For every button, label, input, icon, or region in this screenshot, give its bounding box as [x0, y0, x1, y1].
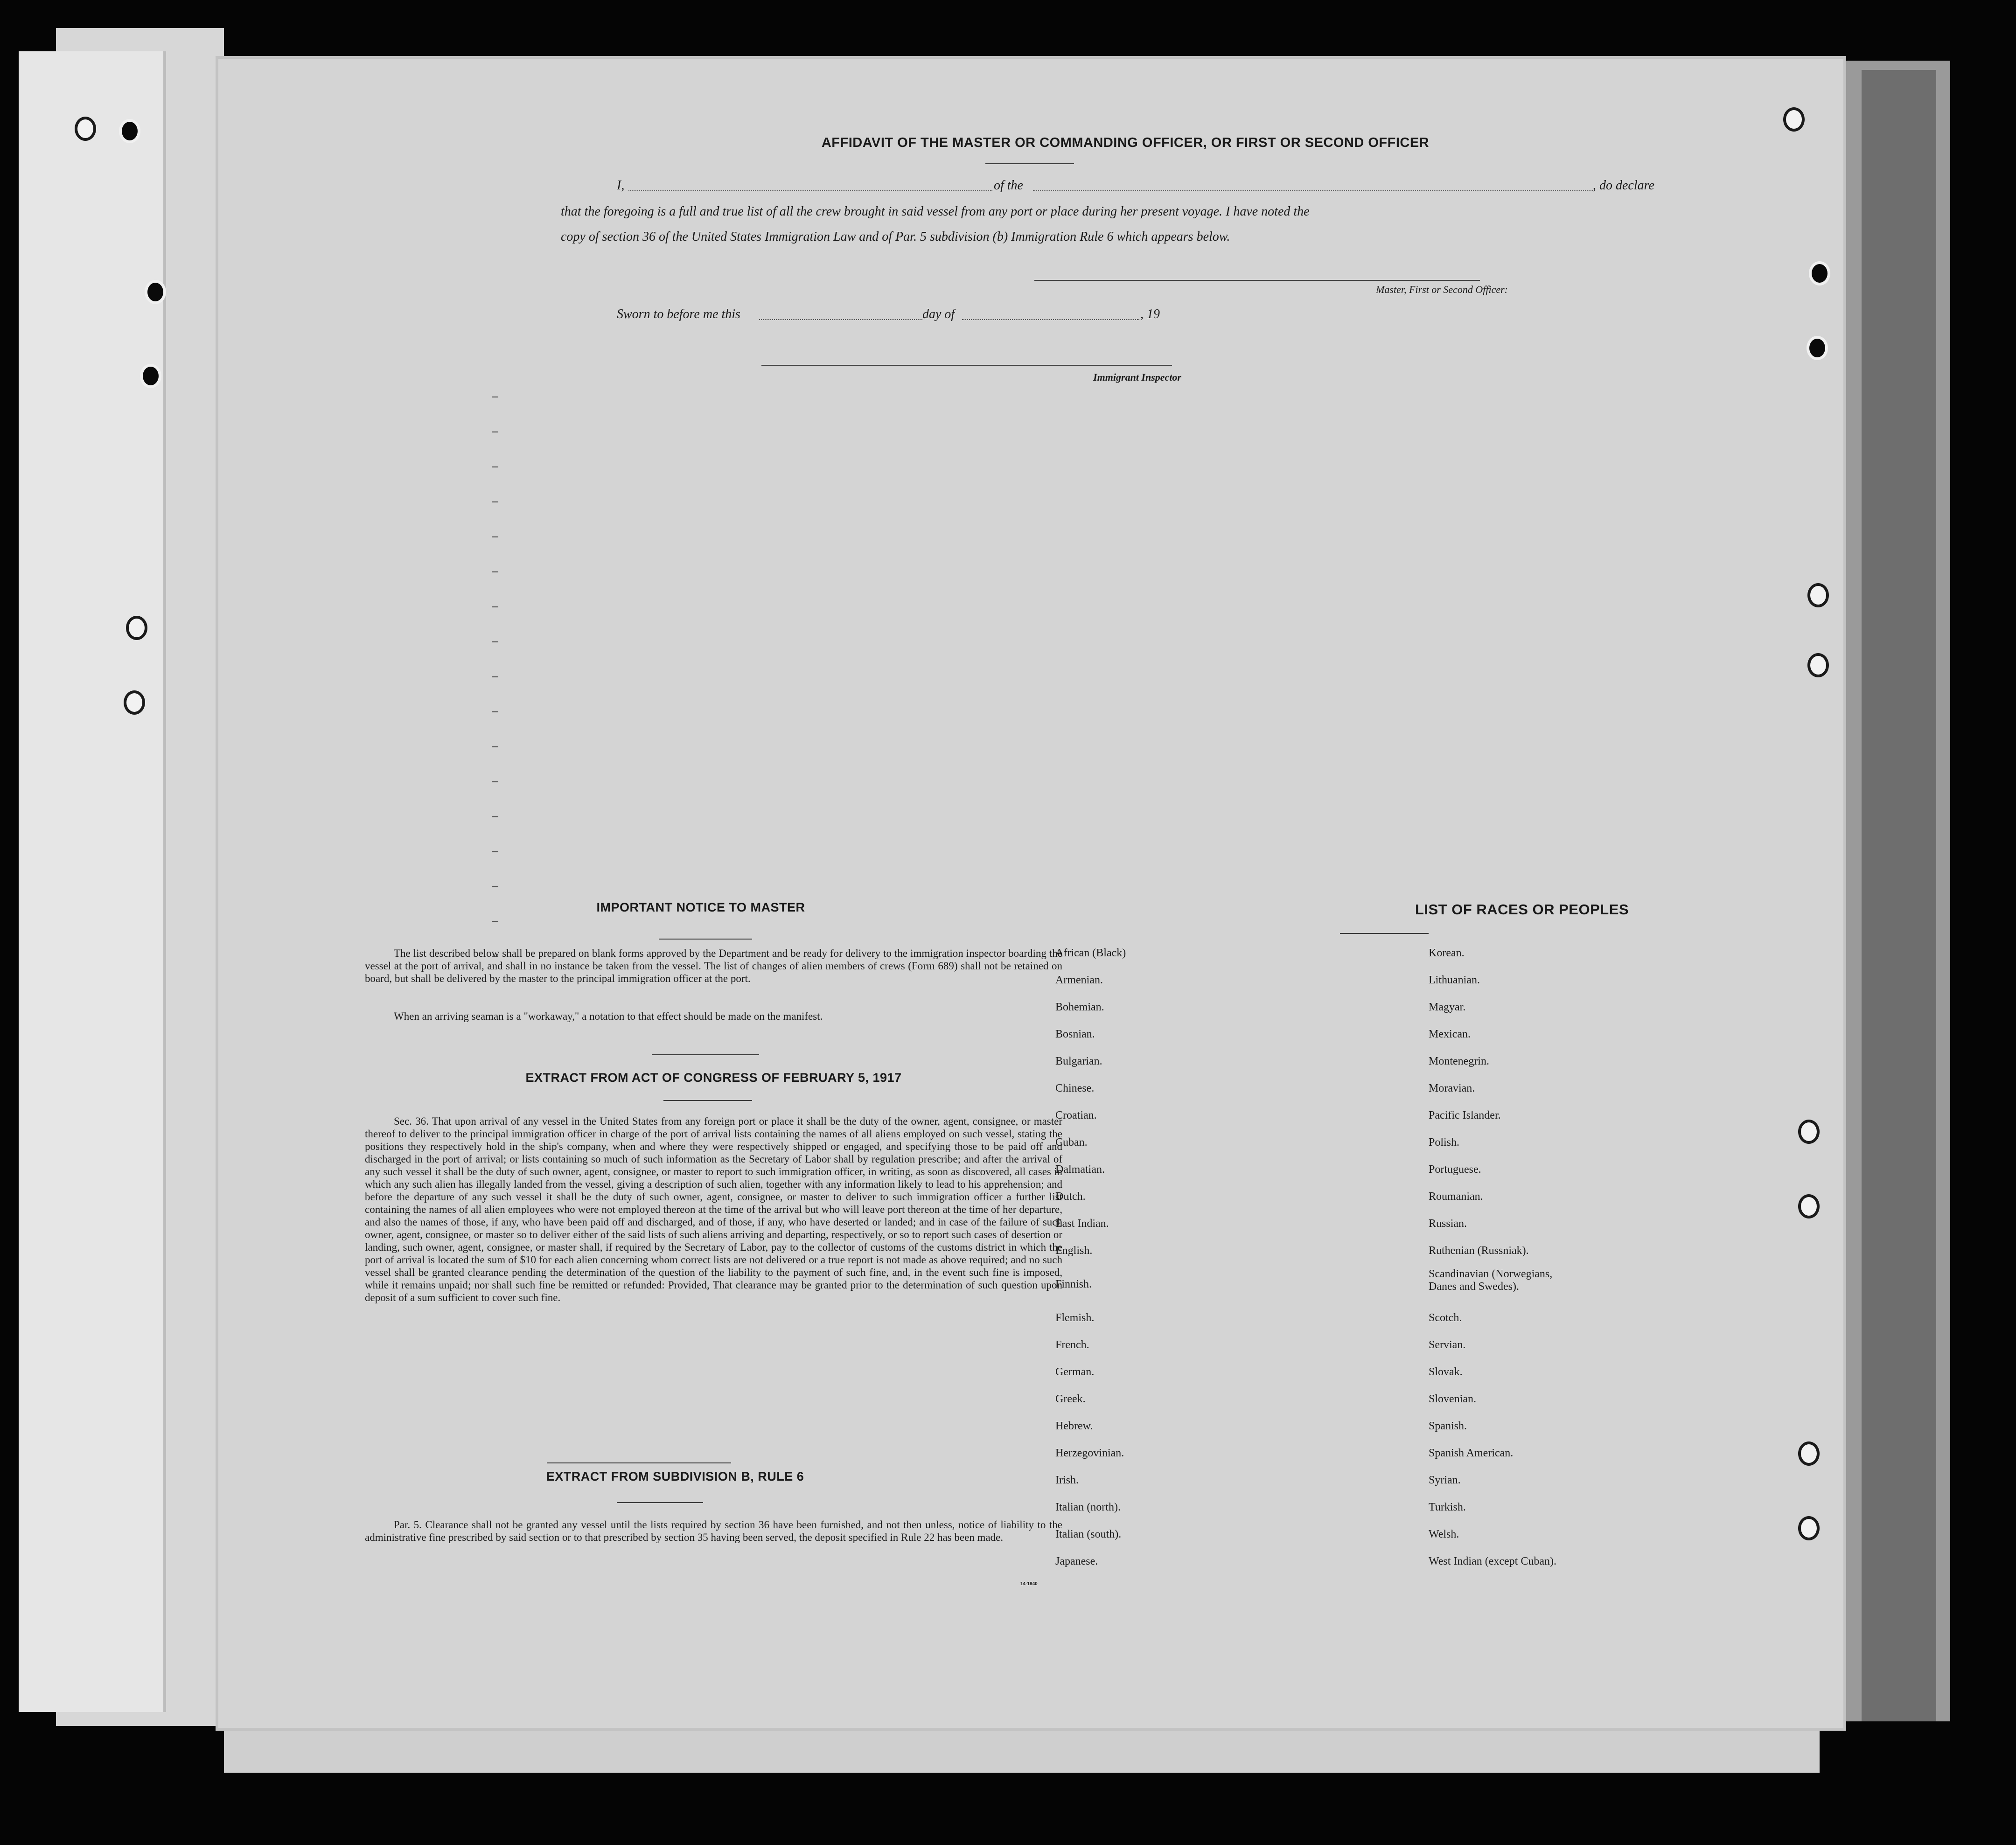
- master-signature-line[interactable]: [1034, 280, 1480, 281]
- sworn-month-field[interactable]: [962, 319, 1139, 320]
- affidavit-title-rule: [985, 163, 1074, 164]
- race-item: Montenegrin.: [1429, 1055, 1489, 1067]
- race-item: Irish.: [1055, 1474, 1079, 1486]
- margin-tick: [492, 886, 498, 887]
- binder-hole: [126, 616, 147, 640]
- race-item: French.: [1055, 1339, 1089, 1351]
- race-item: Roumanian.: [1429, 1191, 1483, 1203]
- margin-tick: [492, 501, 498, 502]
- race-item: Bosnian.: [1055, 1028, 1095, 1040]
- margin-tick: [492, 921, 498, 922]
- race-item: Finnish.: [1055, 1278, 1092, 1290]
- punch-hole: [1783, 107, 1805, 132]
- race-item: Croatian.: [1055, 1109, 1097, 1121]
- margin-tick: [492, 606, 498, 607]
- race-item: Dutch.: [1055, 1191, 1086, 1203]
- race-item: Japanese.: [1055, 1555, 1098, 1567]
- race-item: African (Black): [1055, 947, 1126, 959]
- notice-title-rule: [659, 939, 752, 940]
- rule-extract-title-rule: [617, 1502, 703, 1503]
- sworn-day-field[interactable]: [759, 319, 922, 320]
- rule-extract-title: EXTRACT FROM SUBDIVISION B, RULE 6: [546, 1469, 804, 1483]
- vessel-name-field[interactable]: [1033, 190, 1593, 191]
- affidavit-title: AFFIDAVIT OF THE MASTER OR COMMANDING OFFICER, OR FIRST OR SECOND OFFICER: [821, 135, 1430, 150]
- punch-hole: [1807, 653, 1829, 677]
- notice-paragraph-2: When an arriving seaman is a "workaway," a notation to that effect should be made on the manifest.: [394, 1010, 823, 1022]
- race-item: Pacific Islander.: [1429, 1109, 1501, 1121]
- race-item: Cuban.: [1055, 1136, 1088, 1149]
- binder-hole: [140, 364, 161, 388]
- race-item: Ruthenian (Russniak).: [1429, 1245, 1529, 1257]
- race-item: Bohemian.: [1055, 1001, 1104, 1013]
- punch-hole: [1798, 1120, 1820, 1144]
- margin-tick: [492, 816, 498, 817]
- race-item: Syrian.: [1429, 1474, 1461, 1486]
- affidavit-declare-label: , do declare: [1593, 178, 1654, 193]
- race-item: English.: [1055, 1245, 1093, 1257]
- race-item: Dalmatian.: [1055, 1163, 1105, 1176]
- punch-hole: [1798, 1441, 1820, 1466]
- race-item: Italian (north).: [1055, 1501, 1121, 1513]
- race-item: Russian.: [1429, 1218, 1467, 1230]
- race-item: Moravian.: [1429, 1082, 1475, 1094]
- race-item: Italian (south).: [1055, 1528, 1122, 1540]
- race-item: Slovenian.: [1429, 1393, 1476, 1405]
- punch-hole: [1809, 261, 1830, 285]
- race-item: Mexican.: [1429, 1028, 1471, 1040]
- act-extract-title: EXTRACT FROM ACT OF CONGRESS OF FEBRUARY 5, 1917: [525, 1071, 902, 1085]
- punch-hole: [1798, 1194, 1820, 1218]
- race-item: Armenian.: [1055, 974, 1103, 986]
- inspector-signature-line[interactable]: [761, 365, 1172, 366]
- form-number: 14-1840: [1020, 1581, 1038, 1587]
- affidavit-line-3: copy of section 36 of the United States Immigration Law and of Par. 5 subdivision (b) Immigration Rule 6 which appears below.: [561, 230, 1230, 244]
- race-item: Slovak.: [1429, 1366, 1463, 1378]
- binder-hole: [119, 119, 140, 143]
- race-item: Chinese.: [1055, 1082, 1095, 1094]
- affidavit-i-label: I,: [617, 178, 625, 193]
- backing-sheet-right-dark: [1862, 70, 1936, 1721]
- race-item: German.: [1055, 1366, 1095, 1378]
- backing-sheet-left: [19, 51, 166, 1712]
- master-name-field[interactable]: [628, 190, 992, 191]
- binder-hole: [124, 690, 145, 715]
- notice-title: IMPORTANT NOTICE TO MASTER: [596, 900, 805, 914]
- margin-tick: [492, 851, 498, 852]
- race-item: Magyar.: [1429, 1001, 1466, 1013]
- sworn-label: Sworn to before me this: [617, 307, 740, 321]
- race-item: Flemish.: [1055, 1312, 1095, 1324]
- race-item: Herzegovinian.: [1055, 1447, 1124, 1459]
- act-extract-text: Sec. 36. That upon arrival of any vessel in the United States from any foreign port or place it shall be the duty of the owner, agent, consignee, or master thereof to deliver to the principal immigration officer in charge of the port of arrival lists containing the names of all aliens employed on such vessel, stating the positions they respectively hold in the ship's company, when and where they were respectively shipped or engaged, and specifying those to be paid off and discharged in the port of arrival; or lists containing so much of such information as the Secretary of Labor shall by regulation prescribe; and after the arrival of any such vessel it shall be the duty of such owner, agent, consignee, or master to report to such immigration officer, in writing, as soon as discovered, all cases in which any such alien has illegally landed from the vessel, giving a description of such alien, together with any information likely to lead to his apprehension; and before the departure of any such vessel it shall be the duty of such owner, agent, consignee, or master to deliver to such immigration officer a further list containing the names of all alien employees who were not employed thereon at the time of the arrival but who will leave port thereon at the time of her departure, and also the names of those, if any, who have been paid off and discharged, and of those, if any, who have deserted or landed; and in case of the failure of such owner, agent, consignee, or master so to deliver either of the said lists of such aliens arriving and departing, respectively, or so to report such cases of desertion or landing, such owner, agent, consignee, or master shall, if required by the Secretary of Labor, pay to the collector of customs of the customs district in which the port of arrival is located the sum of $10 for each alien concerning whom correct lists are not delivered or a true report is not made as above required; and no such vessel shall be granted clearance pending the determination of the question of the liability to the payment of such fine, and, in the event such fine is imposed, while it remains unpaid; nor shall such fine be remitted or refunded: Provided, That clearance may be granted prior to the determination of such question upon deposit of a sum sufficient to cover such fine.: [365, 1115, 1062, 1303]
- race-item: Scotch.: [1429, 1312, 1462, 1324]
- races-title-rule: [1340, 933, 1429, 934]
- race-item: Servian.: [1429, 1339, 1466, 1351]
- margin-tick: [492, 746, 498, 747]
- punch-hole: [1807, 583, 1829, 607]
- race-item: Spanish American.: [1429, 1447, 1514, 1459]
- margin-tick: [492, 641, 498, 642]
- race-item: Scandinavian (Norwegians, Danes and Swedes).: [1429, 1268, 1553, 1293]
- race-item: Spanish.: [1429, 1420, 1467, 1432]
- master-signature-caption: Master, First or Second Officer:: [1376, 284, 1508, 295]
- race-item: Hebrew.: [1055, 1420, 1093, 1432]
- notice-paragraph-1: The list described below shall be prepared on blank forms approved by the Department and be ready for delivery to the immigration inspector boarding the vessel at the port of arrival, and shall in no instance be taken from the vessel. The list of changes of alien members of crews (Form 689) shall not be retained on board, but shall be delivered by the master to the principal immigration officer at the port.: [365, 947, 1062, 984]
- race-item: West Indian (except Cuban).: [1429, 1555, 1556, 1567]
- race-item: Korean.: [1429, 947, 1465, 959]
- race-item: Bulgarian.: [1055, 1055, 1102, 1067]
- punch-hole: [1807, 336, 1828, 360]
- notice-end-rule: [652, 1054, 759, 1055]
- race-item: Portuguese.: [1429, 1163, 1481, 1176]
- binder-hole: [145, 280, 166, 304]
- sworn-year-label: , 19: [1140, 307, 1160, 321]
- margin-tick: [492, 781, 498, 782]
- rule-extract-text: Par. 5. Clearance shall not be granted any vessel until the lists required by section 36 have been furnished, and not then unless, notice of liability to the administrative fine prescribed by said section or to that prescribed by section 35 having been served, the deposit specified in Rule 22 has been made.: [365, 1519, 1062, 1543]
- race-item: Greek.: [1055, 1393, 1086, 1405]
- margin-tick: [492, 711, 498, 712]
- act-extract-end-rule: [547, 1462, 731, 1463]
- inspector-signature-caption: Immigrant Inspector: [1093, 371, 1181, 383]
- affidavit-line-2: that the foregoing is a full and true list of all the crew brought in said vessel from any port or place during her present voyage. I have noted the: [561, 204, 1310, 219]
- race-item: Lithuanian.: [1429, 974, 1480, 986]
- punch-hole: [1798, 1516, 1820, 1540]
- margin-tick: [492, 676, 498, 677]
- act-extract-title-rule: [663, 1100, 752, 1101]
- sworn-day-of-label: day of: [922, 307, 955, 321]
- race-item: Polish.: [1429, 1136, 1460, 1149]
- margin-tick: [492, 571, 498, 572]
- race-item: Welsh.: [1429, 1528, 1459, 1540]
- affidavit-of-the-label: of the: [994, 178, 1023, 193]
- binder-hole: [75, 117, 96, 141]
- race-item: Turkish.: [1429, 1501, 1466, 1513]
- margin-tick: [492, 536, 498, 537]
- race-item: East Indian.: [1055, 1218, 1109, 1230]
- margin-tick: [492, 466, 498, 467]
- manifest-page: [216, 56, 1846, 1731]
- races-title: LIST OF RACES OR PEOPLES: [1415, 901, 1629, 918]
